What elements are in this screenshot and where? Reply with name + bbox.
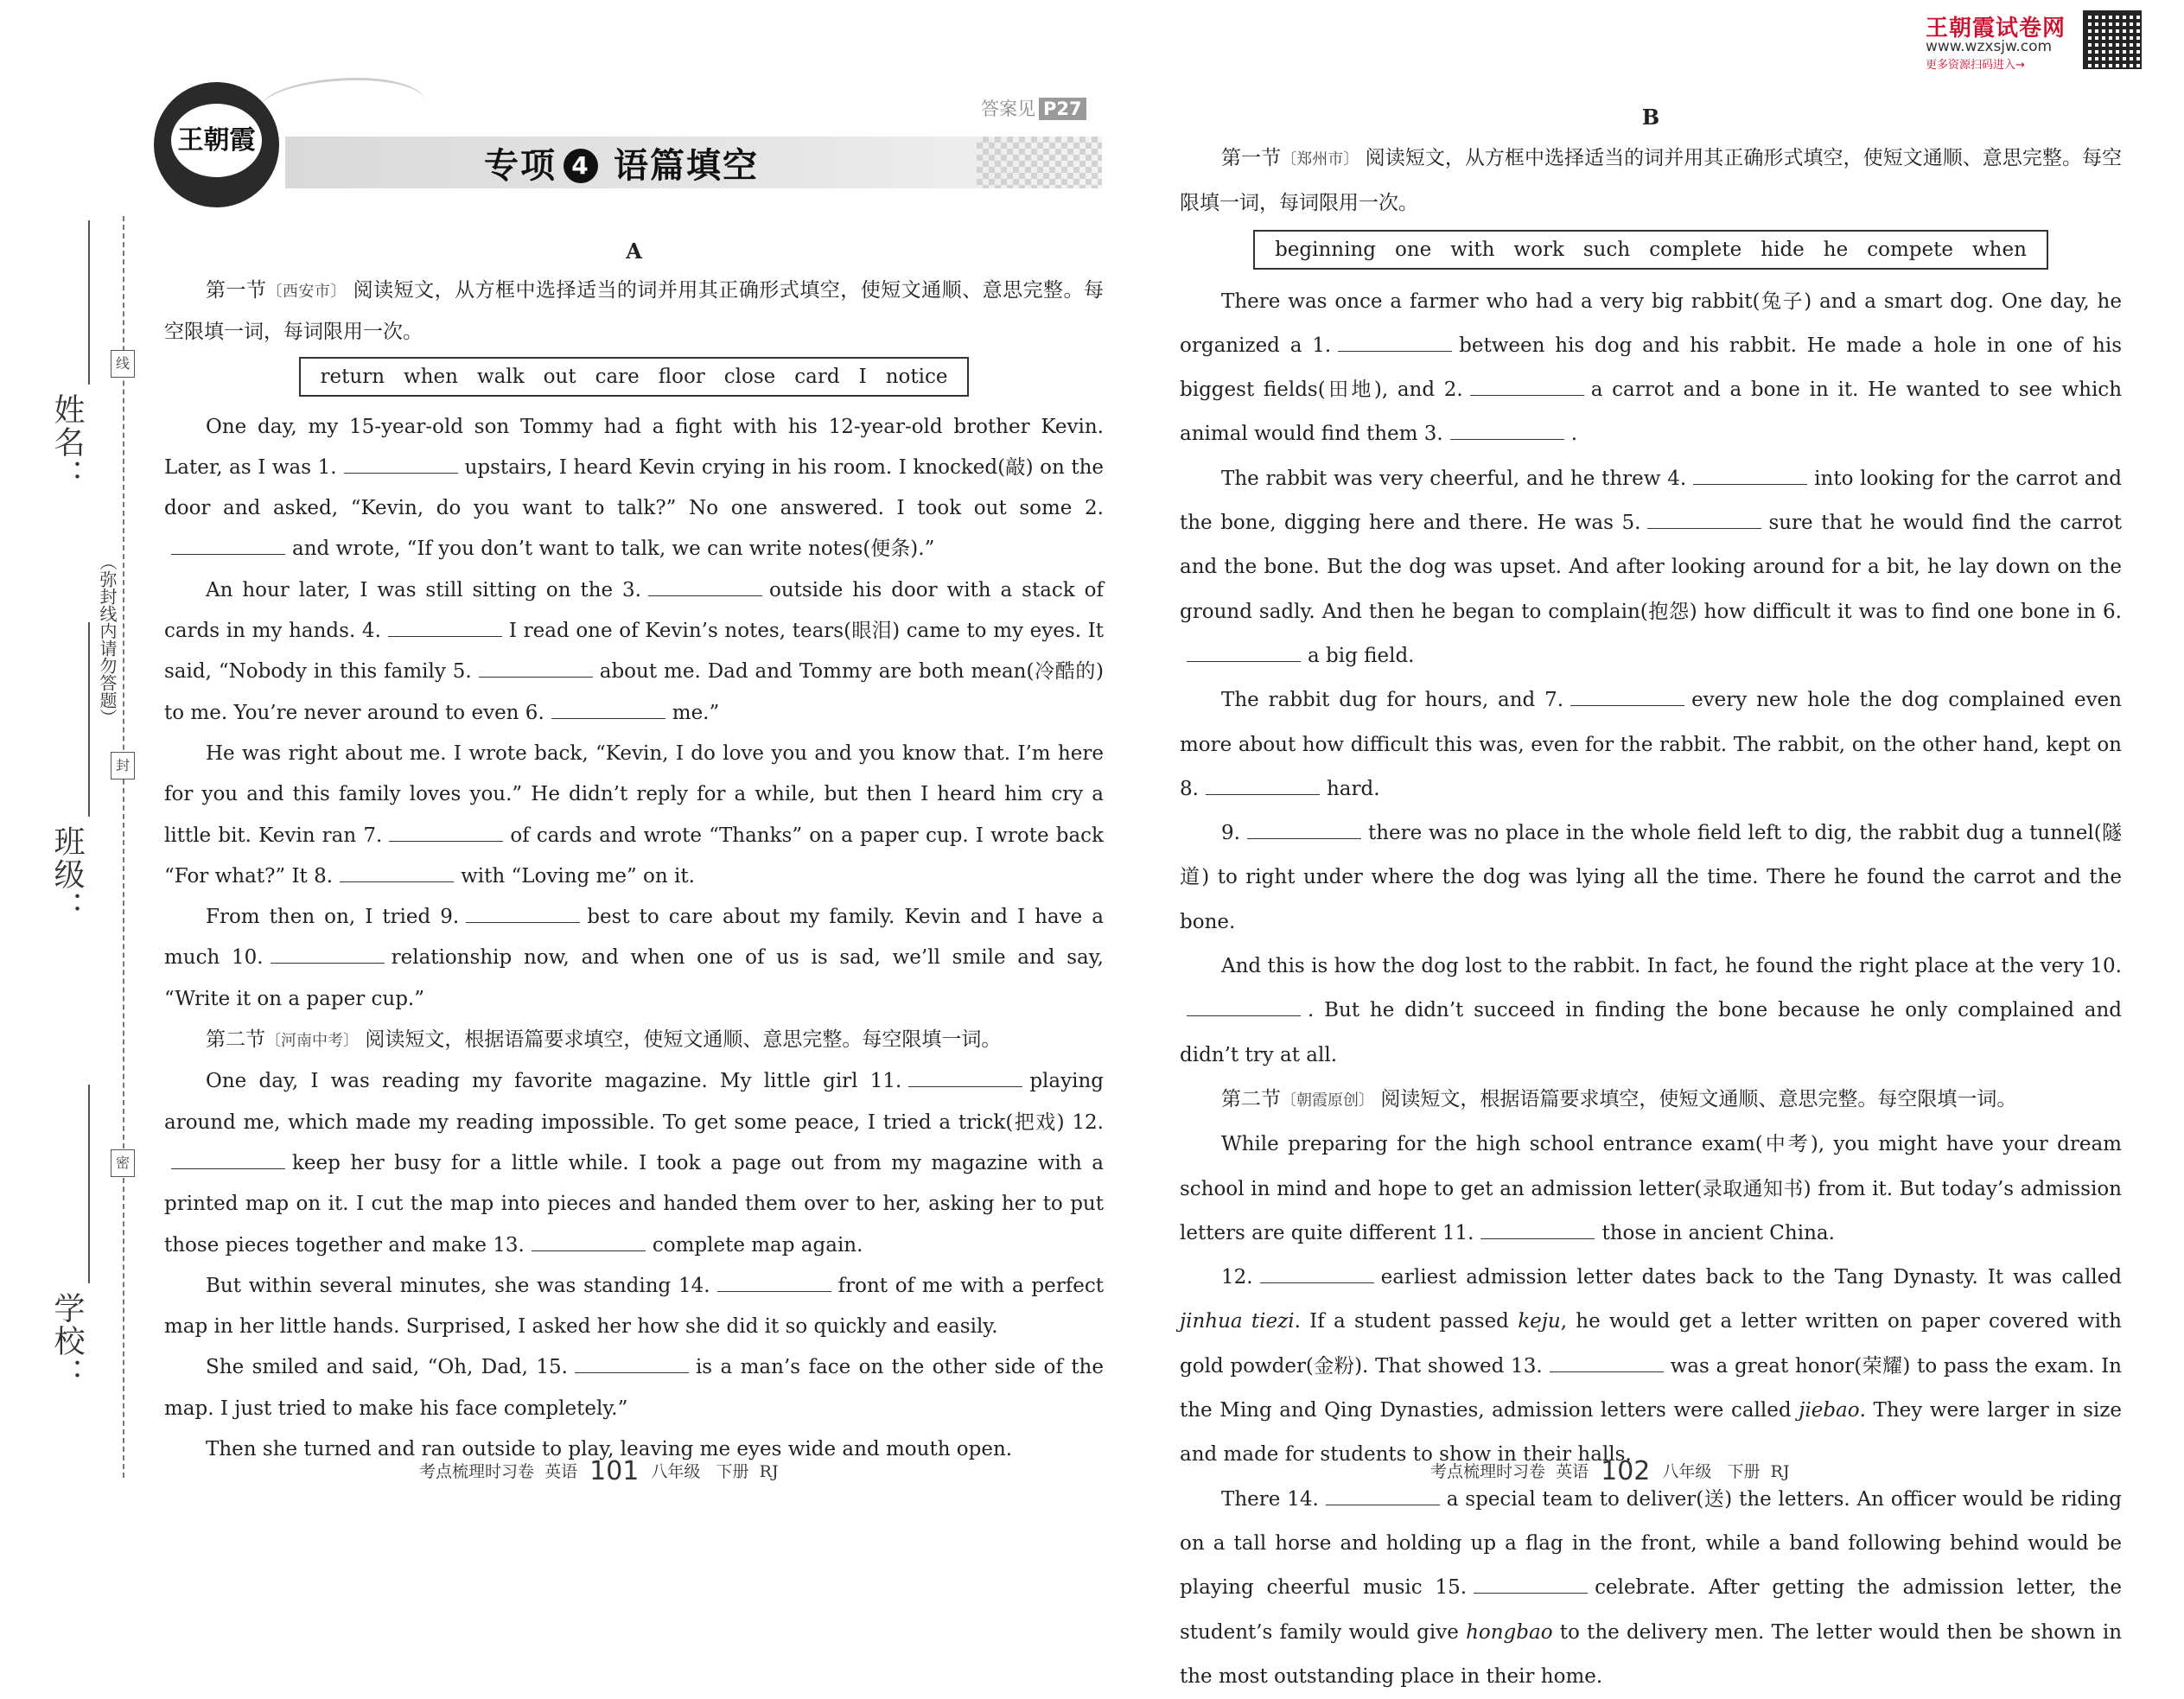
paragraph: One day, I was reading my favorite magazine. My little girl 11. playing around me, which made my reading impossible. To get some peace, I tried a trick(把戏) 12.keep her busy for a little while. I took a page out from my magazine with a printed map on it. I cut the map into pieces and handed them over to her, asking her to put those pieces together and make 13. complete map again. (164, 1070, 1104, 1257)
word-box-item: beginning (1275, 238, 1377, 261)
answer-blank[interactable] (1450, 438, 1564, 440)
answer-page: P27 (1039, 98, 1086, 120)
answer-blank[interactable] (717, 1290, 831, 1292)
name-label: 姓名： (49, 393, 85, 492)
school-write-line (88, 1085, 90, 1283)
answer-blank[interactable] (532, 1250, 646, 1251)
paragraph: There was once a farmer who had a very big rabbit(兔子) and a smart dog. One day, he organized a 1. between his dog and his rabbit. He made a hole in one of his biggest fields(田地), and 2. a carrot and a bone in it. He wanted to see which animal would find them 3. . (1180, 290, 2123, 446)
word-box-item: care (595, 365, 640, 388)
paragraph: 12. earliest admission letter dates back to the Tang Dynasty. It was called jinhua tiezi. If a student passed keju, he would get a letter written on paper covered with gold powder(金粉). That showed 13. was a great honor(荣耀) to pass the exam. In the Ming and Qing Dynasties, admission letters were called jiebao. They were larger in size and made for students to show in their halls. (1180, 1266, 2123, 1467)
word-box-item: one (1395, 238, 1432, 261)
seal-mark-line: 线 (111, 350, 135, 378)
paragraph: The rabbit dug for hours, and 7. every new hole the dog complained even more about how difficult this was, even for the rabbit. The rabbit, on the other hand, kept on 8. hard. (1180, 689, 2122, 800)
answer-blank[interactable] (1647, 527, 1761, 529)
footer-right: 考点梳理时习卷 英语 102 八年级 下册 RJ (1430, 1456, 1790, 1486)
paragraph: 9. there was no place in the whole field left to dig, the rabbit dug a tunnel(隧道) to right under where the dog was lying all the time. There he found the carrot and the bone. (1180, 822, 2122, 933)
footer-left: 考点梳理时习卷 英语 101 八年级 下册 RJ (419, 1456, 779, 1486)
class-write-line (88, 622, 90, 817)
paragraph: And this is how the dog lost to the rabbit. In fact, he found the right place at the very 10.. But he didn’t succeed in finding the bone because he only complained and didn’t try at all. (1180, 955, 2122, 1066)
qr-code-icon (2083, 10, 2142, 69)
passage-b-label: B (1641, 105, 1660, 130)
word-box-item: hide (1761, 238, 1805, 261)
section2-instruction: 第二节〔河南中考〕 阅读短文，根据语篇要求填空，使短文通顺、意思完整。每空限填一词。 (206, 1028, 1002, 1052)
answer-blank[interactable] (1693, 483, 1807, 485)
paragraph: From then on, I tried 9. best to care about my family. Kevin and I have a much 10. relationship now, and when one of us is sad, we’ll smile and say, “Write it on a paper cup.” (164, 906, 1105, 1010)
paragraph: She smiled and said, “Oh, Dad, 15. is a man’s face on the other side of the map. I just tried to make his face completely.” (164, 1356, 1104, 1420)
answer-blank[interactable] (466, 921, 580, 923)
answer-blank[interactable] (648, 595, 762, 596)
seal-note: （弥封线内请勿答题） (97, 553, 118, 726)
seal-mark-seal: 封 (111, 752, 135, 780)
word-box-item: compete (1867, 238, 1953, 261)
answer-blank[interactable] (1187, 660, 1301, 662)
logo-text: 王朝霞 (171, 104, 262, 177)
answer-blank[interactable] (551, 717, 665, 719)
answer-blank[interactable] (344, 472, 458, 474)
page-number: 102 (1601, 1456, 1651, 1486)
answer-blank[interactable] (1338, 350, 1452, 352)
section2-instruction: 第二节〔朝霞原创〕 阅读短文，根据语篇要求填空，使短文通顺、意思完整。每空限填一词。 (1221, 1087, 2017, 1110)
answer-reference: 答案见 P27 (981, 95, 1086, 121)
brand-more-text: 更多资源扫码进入→ (1926, 59, 2025, 72)
answer-blank[interactable] (1474, 1592, 1588, 1594)
answer-blank[interactable] (340, 881, 454, 882)
binding-line (123, 216, 124, 1478)
section1-instruction: 第一节〔郑州市〕 阅读短文，从方框中选择适当的词并用其正确形式填空，使短文通顺、意思完整。每空限填一词，每词限用一次。 (1180, 147, 2123, 215)
word-box-item: floor (658, 365, 705, 388)
word-box-item: with (1450, 238, 1495, 261)
word-box-item: he (1823, 238, 1849, 261)
seal-mark-secret: 密 (111, 1149, 135, 1177)
word-box-item: when (1971, 238, 2027, 261)
word-box-item: I (858, 365, 867, 388)
answer-blank[interactable] (479, 676, 593, 678)
word-box-item: work (1513, 238, 1564, 261)
answer-blank[interactable] (171, 1168, 285, 1169)
checker-pattern (977, 137, 1102, 188)
paragraph: There 14. a special team to deliver(送) the letters. An officer would be riding on a tall horse and holding up a flag in the front, while a band following behind would be playing cheerful music 15. celebrate. After getting the admission letter, the student’s family would give hongbao to the delivery men. The letter would then be shown in the most outstanding place in their home. (1180, 1487, 2123, 1688)
paragraph: One day, my 15-year-old son Tommy had a fight with his 12-year-old brother Kevin. Later, as I was 1. upstairs, I heard Kevin crying in his room. I knocked(敲) on the door and asked, “Kevin, do you want to talk?” No one answered. I took out some 2.and wrote, “If you don’t want to talk, we can write notes(便条).” (164, 415, 1104, 561)
answer-blank[interactable] (908, 1085, 1022, 1087)
answer-blank[interactable] (1470, 394, 1584, 396)
answer-blank[interactable] (1260, 1282, 1374, 1283)
answer-blank[interactable] (1187, 1015, 1301, 1016)
word-box-item: when (404, 365, 458, 388)
answer-blank[interactable] (1247, 837, 1361, 839)
word-box-item: notice (885, 365, 948, 388)
class-label: 班级： (49, 825, 85, 924)
word-box-item: return (320, 365, 385, 388)
section1-instruction: 第一节〔西安市〕 阅读短文，从方框中选择适当的词并用其正确形式填空，使短文通顺、意思完整。每空限填一词，每词限用一次。 (164, 279, 1105, 344)
ribbon-decoration (259, 78, 423, 132)
passage-a-label: A (626, 239, 642, 264)
left-column (164, 233, 1104, 1470)
word-box-item: out (543, 365, 576, 388)
topic-number: 4 (564, 149, 598, 183)
name-write-line (88, 220, 90, 385)
paragraph: While preparing for the high school entrance exam(中考), you might have your dream school in mind and hope to get an admission letter(录取通知书) from it. But today’s admission letters are quite different 11. those in ancient China. (1180, 1133, 2122, 1244)
word-box-b (1253, 230, 2048, 270)
paragraph: An hour later, I was still sitting on the 3. outside his door with a stack of cards in my hands. 4. I read one of Kevin’s notes, tears(眼泪) came to my eyes. It said, “Nobody in this family 5. about me. Dad and Tommy are both mean(冷酷的) to me. You’re never around to even 6. me.” (164, 578, 1104, 724)
answer-blank[interactable] (1206, 793, 1320, 795)
answer-blank[interactable] (1570, 704, 1684, 706)
word-box-a (299, 357, 970, 397)
school-label: 学校： (49, 1292, 85, 1390)
answer-blank[interactable] (1480, 1238, 1595, 1239)
word-box-item: walk (476, 365, 525, 388)
answer-blank[interactable] (389, 840, 503, 842)
answer-blank[interactable] (388, 635, 502, 637)
word-box-item: close (723, 365, 776, 388)
answer-blank[interactable] (271, 962, 385, 964)
paragraph: The rabbit was very cheerful, and he threw 4. into looking for the carrot and the bone, digging here and there. He was 5. sure that he would find the carrot and the bone. But the dog was upset. And after looking around for a bit, he lay down on the ground sadly. And then he began to complain(抱怨) how difficult it was to find one bone in 6.a big field. (1180, 467, 2123, 667)
page-number: 101 (589, 1456, 640, 1486)
answer-blank[interactable] (1326, 1504, 1440, 1505)
answer-blank[interactable] (171, 553, 285, 555)
word-box-item: such (1582, 238, 1631, 261)
paragraph: But within several minutes, she was standing 14. front of me with a perfect map in her little hands. Surprised, I asked her how she did it so quickly and easily. (164, 1274, 1104, 1339)
paragraph: He was right about me. I wrote back, “Kevin, I do love you and you know that. I’m here for you and this family loves you.” He didn’t reply for a while, but then I heard him cry a little bit. Kevin ran 7. of cards and wrote “Thanks” on a paper cup. I wrote back “For what?” It 8. with “Loving me” on it. (164, 741, 1104, 888)
answer-blank[interactable] (1550, 1371, 1664, 1372)
brand-name: 王朝霞试卷网 (1926, 16, 2066, 41)
brand-url[interactable]: www.wzxsjw.com (1926, 38, 2053, 55)
paragraph: Then she turned and ran outside to play, leaving me eyes wide and mouth open. (206, 1438, 1013, 1461)
page-title: 专项 4 语篇填空 (484, 146, 759, 186)
word-box-item: complete (1649, 238, 1742, 261)
answer-blank[interactable] (575, 1371, 689, 1373)
word-box-item: card (794, 365, 840, 388)
